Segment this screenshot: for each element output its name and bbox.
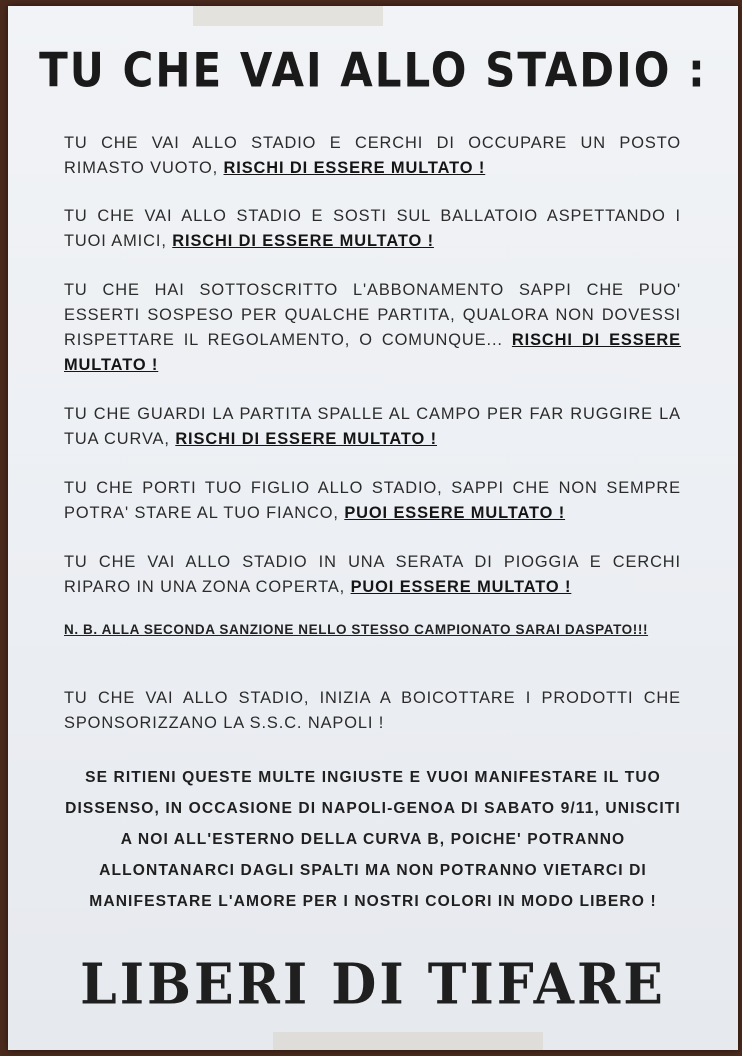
flyer-sheet xyxy=(8,6,738,1050)
paragraph-6-text: TU CHE VAI ALLO STADIO IN UNA SERATA DI PIOGGIA E CERCHI RIPARO IN UNA ZONA COPERTA, xyxy=(64,553,681,596)
paragraph-5 xyxy=(64,476,681,526)
paragraph-2-warning: RISCHI DI ESSERE MULTATO ! xyxy=(172,232,434,250)
boycott-paragraph: TU CHE VAI ALLO STADIO, INIZIA A BOICOTTARE I PRODOTTI CHE SPONSORIZZANO LA S.S.C. NAPOLI ! xyxy=(64,689,681,732)
paragraph-4-text: TU CHE GUARDI LA PARTITA SPALLE AL CAMPO PER FAR RUGGIRE LA TUA CURVA, xyxy=(64,405,681,448)
protest-appeal: SE RITIENI QUESTE MULTE INGIUSTE E VUOI MANIFESTARE IL TUO DISSENSO, IN OCCASIONE DI NAPOLI-GENOA DI SABATO 9/11, UNISCITI A NOI ALL'ESTERNO DELLA CURVA B, POICHE' POTRANNO ALLONTANARCI DAGLI SPALTI MA NON POTRANNO VIETARCI DI MANIFESTARE L'AMORE PER I NOSTRI COLORI IN MODO LIBERO ! xyxy=(65,769,681,910)
paragraph-2 xyxy=(64,204,681,254)
paragraph-1 xyxy=(64,131,681,181)
paragraph-6 xyxy=(64,550,681,600)
paragraph-1-warning: RISCHI DI ESSERE MULTATO ! xyxy=(223,159,486,177)
paragraph-3-warning: RISCHI DI ESSERE MULTATO ! xyxy=(64,331,682,374)
tape-strip-top xyxy=(193,6,383,26)
paragraph-5-warning: PUOI ESSERE MULTATO ! xyxy=(344,504,566,522)
paragraph-1-text: TU CHE VAI ALLO STADIO E CERCHI DI OCCUPARE UN POSTO RIMASTO VUOTO, xyxy=(64,134,681,177)
paragraph-2-text: TU CHE VAI ALLO STADIO E SOSTI SUL BALLATOIO ASPETTANDO I TUOI AMICI, xyxy=(64,207,681,250)
flyer-title: TU CHE VAI ALLO STADIO : xyxy=(39,43,707,98)
paragraph-3 xyxy=(64,278,681,378)
paragraph-5-text: TU CHE PORTI TUO FIGLIO ALLO STADIO, SAPPI CHE NON SEMPRE POTRA' STARE AL TUO FIANCO, xyxy=(64,479,681,522)
footer-slogan: LIBERI DI TIFARE xyxy=(80,951,666,1018)
paragraph-4-warning: RISCHI DI ESSERE MULTATO ! xyxy=(175,430,437,448)
nota-bene: N. B. ALLA SECONDA SANZIONE NELLO STESSO CAMPIONATO SARAI DASPATO!!! xyxy=(64,622,649,637)
paragraph-3-text: TU CHE HAI SOTTOSCRITTO L'ABBONAMENTO SAPPI CHE PUO' ESSERTI SOSPESO PER QUALCHE PARTITA, QUALORA NON DOVESSI RISPETTARE IL REGOLAMENTO, O COMUNQUE... xyxy=(64,281,681,349)
paragraph-6-warning: PUOI ESSERE MULTATO ! xyxy=(350,578,572,596)
tape-strip-bottom xyxy=(273,1032,543,1050)
paragraph-4 xyxy=(64,402,681,452)
